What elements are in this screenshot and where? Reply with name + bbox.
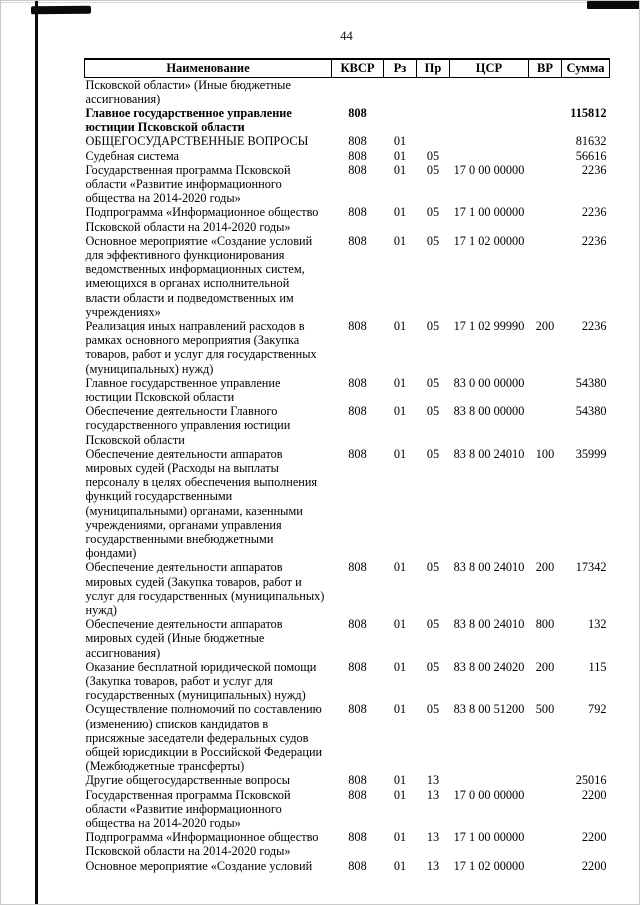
cell-vr bbox=[529, 830, 562, 858]
cell-csr bbox=[450, 149, 529, 163]
cell-name: Обеспечение деятельности аппаратов мировых судей (Иные бюджетные ассигнования) bbox=[85, 617, 283, 660]
column-header-rz: Рз bbox=[384, 59, 417, 77]
cell-pr: 05 bbox=[426, 446, 440, 461]
table-row bbox=[85, 788, 610, 831]
cell-rz: 01 bbox=[393, 617, 407, 632]
cell-pr: 05 bbox=[426, 617, 440, 632]
cell-kvsr: 808 bbox=[348, 205, 367, 220]
cell-vr bbox=[529, 134, 562, 148]
cell-csr bbox=[450, 773, 529, 787]
cell-pr: 05 bbox=[426, 318, 440, 333]
cell-kvsr: 808 bbox=[348, 162, 367, 177]
cell-pr: 05 bbox=[426, 162, 440, 177]
cell-vr: 200 bbox=[535, 318, 555, 333]
cell-name: Оказание бесплатной юридической помощи (Закупка товаров, работ и услуг для государственных (муниципальных) нужд) bbox=[85, 659, 317, 703]
cell-kvsr: 808 bbox=[348, 858, 367, 873]
cell-sum: 2236 bbox=[581, 318, 607, 333]
cell-kvsr: 808 bbox=[348, 318, 367, 333]
cell-kvsr: 808 bbox=[348, 560, 367, 575]
cell-rz: 01 bbox=[393, 162, 407, 177]
cell-vr bbox=[529, 106, 562, 134]
cell-rz: 01 bbox=[393, 233, 407, 248]
cell-sum: 81632 bbox=[575, 134, 607, 149]
cell-sum: 115 bbox=[588, 659, 607, 674]
cell-vr: 500 bbox=[535, 702, 555, 717]
cell-rz: 01 bbox=[393, 659, 407, 674]
cell-rz: 01 bbox=[393, 858, 407, 873]
cell-name: Обеспечение деятельности аппаратов мировых судей (Расходы на выплаты персоналу в целях обеспечения выполнения функций государственными (муниципальными) органами, казенными учреждениями, органами управления государственными внебюджетными фондами) bbox=[85, 446, 318, 561]
cell-vr bbox=[529, 376, 562, 404]
cell-pr: 13 bbox=[426, 858, 440, 873]
cell-rz: 01 bbox=[393, 830, 407, 845]
cell-rz: 01 bbox=[393, 787, 407, 802]
cell-sum: 792 bbox=[588, 702, 607, 717]
cell-sum: 54380 bbox=[575, 375, 607, 390]
cell-kvsr: 808 bbox=[348, 659, 367, 674]
cell-vr: 100 bbox=[535, 446, 555, 461]
table-header-row bbox=[85, 59, 610, 77]
cell-name: Судебная система bbox=[85, 148, 179, 163]
cell-pr bbox=[417, 134, 450, 148]
table-row bbox=[85, 660, 610, 703]
cell-name: Государственная программа Псковской области «Развитие информационного общества на 2014-2020 годы» bbox=[85, 787, 291, 831]
cell-sum: 2236 bbox=[581, 162, 607, 177]
column-header-pr: Пр bbox=[417, 59, 450, 77]
cell-sum: 35999 bbox=[575, 446, 607, 461]
cell-sum: 56616 bbox=[575, 148, 607, 163]
cell-sum: 132 bbox=[588, 617, 607, 632]
cell-name: Обеспечение деятельности Главного государственного управления юстиции Псковской области bbox=[85, 404, 291, 447]
cell-kvsr: 808 bbox=[348, 105, 367, 120]
cell-pr bbox=[417, 106, 450, 134]
cell-kvsr: 808 bbox=[348, 375, 367, 390]
cell-csr bbox=[450, 106, 529, 134]
budget-table bbox=[84, 58, 610, 873]
cell-vr: 800 bbox=[535, 617, 555, 632]
cell-csr: 83 8 00 24010 bbox=[453, 446, 525, 461]
cell-csr: 17 1 02 99990 bbox=[453, 318, 525, 333]
cell-pr: 05 bbox=[426, 702, 440, 717]
cell-sum: 2200 bbox=[581, 830, 607, 845]
cell-name: Основное мероприятие «Создание условий bbox=[85, 858, 313, 873]
cell-rz bbox=[384, 77, 417, 106]
column-header-csr: ЦСР bbox=[450, 59, 529, 77]
table-row bbox=[85, 702, 610, 773]
table-row bbox=[85, 77, 610, 106]
cell-pr bbox=[417, 77, 450, 106]
cell-name: Подпрограмма «Информационное общество Псковской области на 2014-2020 годы» bbox=[85, 205, 319, 234]
cell-csr: 17 1 02 00000 bbox=[453, 233, 525, 248]
cell-name: Основное мероприятие «Создание условий для эффективного функционирования ведомственных информационных систем, имеющихся в органах исполнительной власти области и подведомственных им учреждениях» bbox=[85, 233, 313, 319]
cell-pr: 13 bbox=[426, 787, 440, 802]
cell-pr: 05 bbox=[426, 404, 440, 419]
cell-name: Псковской области» (Иные бюджетные ассигнования) bbox=[85, 77, 291, 106]
cell-csr bbox=[450, 134, 529, 148]
table-row bbox=[85, 859, 610, 873]
cell-rz: 01 bbox=[393, 205, 407, 220]
table-row bbox=[85, 319, 610, 376]
cell-name: Главное государственное управление юстиции Псковской области bbox=[85, 105, 292, 135]
cell-kvsr: 808 bbox=[348, 773, 367, 788]
budget-table-body bbox=[85, 77, 610, 873]
cell-sum: 25016 bbox=[575, 773, 607, 788]
cell-pr: 13 bbox=[426, 773, 440, 788]
cell-kvsr: 808 bbox=[348, 134, 367, 149]
cell-sum bbox=[562, 77, 610, 106]
cell-pr: 13 bbox=[426, 830, 440, 845]
cell-name: ОБЩЕГОСУДАРСТВЕННЫЕ ВОПРОСЫ bbox=[85, 134, 309, 149]
cell-vr bbox=[529, 234, 562, 319]
cell-csr: 17 1 00 00000 bbox=[453, 205, 525, 220]
table-row bbox=[85, 560, 610, 617]
cell-kvsr bbox=[332, 77, 384, 106]
cell-sum: 17342 bbox=[575, 560, 607, 575]
table-row bbox=[85, 447, 610, 561]
table-row bbox=[85, 617, 610, 660]
scan-artifact-left-edge bbox=[35, 1, 38, 905]
cell-vr: 200 bbox=[535, 659, 555, 674]
cell-rz: 01 bbox=[393, 375, 407, 390]
cell-pr: 05 bbox=[426, 233, 440, 248]
scan-artifact-top-right bbox=[587, 1, 640, 9]
table-row bbox=[85, 830, 610, 858]
cell-vr bbox=[529, 404, 562, 447]
cell-rz: 01 bbox=[393, 148, 407, 163]
table-row bbox=[85, 163, 610, 206]
cell-rz: 01 bbox=[393, 318, 407, 333]
cell-sum: 2236 bbox=[581, 233, 607, 248]
cell-csr: 17 1 00 00000 bbox=[453, 830, 525, 845]
cell-pr: 05 bbox=[426, 205, 440, 220]
column-header-sum: Сумма bbox=[562, 59, 610, 77]
cell-name: Главное государственное управление юстиции Псковской области bbox=[85, 375, 281, 404]
table-row bbox=[85, 205, 610, 233]
cell-vr bbox=[529, 163, 562, 206]
cell-csr: 83 8 00 24020 bbox=[453, 659, 525, 674]
cell-pr: 05 bbox=[426, 560, 440, 575]
cell-vr bbox=[529, 773, 562, 787]
table-row bbox=[85, 234, 610, 319]
cell-csr: 83 8 00 00000 bbox=[453, 404, 525, 419]
cell-vr bbox=[529, 205, 562, 233]
cell-sum: 2200 bbox=[581, 787, 607, 802]
column-header-name: Наименование bbox=[85, 59, 332, 77]
table-row bbox=[85, 773, 610, 787]
page-number: 44 bbox=[340, 29, 353, 43]
cell-csr: 17 1 02 00000 bbox=[453, 858, 525, 873]
cell-vr bbox=[529, 859, 562, 873]
cell-name: Реализация иных направлений расходов в рамках основного мероприятия (Закупка товаров, работ и услуг для государственных (муниципальных) нужд) bbox=[85, 318, 317, 376]
cell-csr: 17 0 00 00000 bbox=[453, 787, 525, 802]
cell-kvsr: 808 bbox=[348, 617, 367, 632]
table-row bbox=[85, 376, 610, 404]
cell-sum: 54380 bbox=[575, 404, 607, 419]
cell-pr: 05 bbox=[426, 375, 440, 390]
column-header-kvsr: КВСР bbox=[332, 59, 384, 77]
cell-rz: 01 bbox=[393, 404, 407, 419]
cell-name: Другие общегосударственные вопросы bbox=[85, 773, 290, 788]
cell-vr bbox=[529, 149, 562, 163]
table-row bbox=[85, 149, 610, 163]
cell-kvsr: 808 bbox=[348, 148, 367, 163]
cell-csr bbox=[450, 77, 529, 106]
cell-sum: 2236 bbox=[581, 205, 607, 220]
cell-rz: 01 bbox=[393, 560, 407, 575]
scan-artifact-top-left bbox=[31, 6, 91, 15]
cell-rz bbox=[384, 106, 417, 134]
table-row bbox=[85, 134, 610, 148]
cell-rz: 01 bbox=[393, 446, 407, 461]
scan-artifact-top-edge bbox=[1, 2, 640, 3]
cell-sum: 2200 bbox=[581, 858, 607, 873]
cell-kvsr: 808 bbox=[348, 446, 367, 461]
cell-sum: 115812 bbox=[570, 105, 607, 120]
cell-kvsr: 808 bbox=[348, 404, 367, 419]
table-row bbox=[85, 106, 610, 134]
cell-name: Обеспечение деятельности аппаратов мировых судей (Закупка товаров, работ и услуг для государственных (муниципальных) нужд) bbox=[85, 560, 325, 618]
cell-rz: 01 bbox=[393, 702, 407, 717]
cell-csr: 83 8 00 24010 bbox=[453, 560, 525, 575]
cell-csr: 83 0 00 00000 bbox=[453, 375, 525, 390]
cell-kvsr: 808 bbox=[348, 787, 367, 802]
cell-name: Осуществление полномочий по составлению (изменению) списков кандидатов в присяжные заседатели федеральных судов общей юрисдикции в Российской Федерации (Межбюджетные трансферты) bbox=[85, 702, 323, 774]
table-row bbox=[85, 404, 610, 447]
cell-name: Подпрограмма «Информационное общество Псковской области на 2014-2020 годы» bbox=[85, 830, 319, 859]
cell-pr: 05 bbox=[426, 148, 440, 163]
cell-name: Государственная программа Псковской области «Развитие информационного общества на 2014-2020 годы» bbox=[85, 162, 291, 206]
cell-rz: 01 bbox=[393, 134, 407, 149]
cell-pr: 05 bbox=[426, 659, 440, 674]
cell-csr: 17 0 00 00000 bbox=[453, 162, 525, 177]
cell-kvsr: 808 bbox=[348, 702, 367, 717]
cell-rz: 01 bbox=[393, 773, 407, 788]
cell-vr bbox=[529, 788, 562, 831]
cell-csr: 83 8 00 24010 bbox=[453, 617, 525, 632]
cell-kvsr: 808 bbox=[348, 233, 367, 248]
cell-csr: 83 8 00 51200 bbox=[453, 702, 525, 717]
cell-vr: 200 bbox=[535, 560, 555, 575]
cell-vr bbox=[529, 77, 562, 106]
cell-kvsr: 808 bbox=[348, 830, 367, 845]
column-header-vr: ВР bbox=[529, 59, 562, 77]
